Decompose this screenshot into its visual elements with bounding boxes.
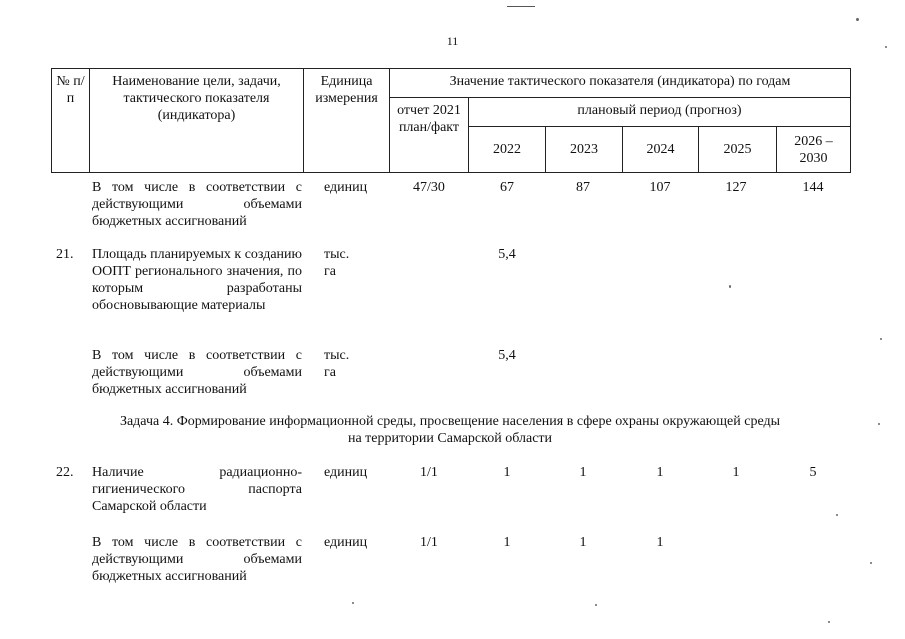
scan-speck — [836, 514, 838, 516]
row-value-2025: 127 — [725, 180, 747, 195]
header-col-report: отчет 2021 план/факт — [390, 98, 469, 173]
row-unit: тыс. га — [324, 247, 350, 279]
row-name: В том числе в соответствии с действующими объемами бюджетных ассигнований — [92, 535, 302, 584]
row-value-2022: 67 — [500, 180, 514, 195]
row-unit: единиц — [324, 180, 368, 195]
row-value-2023: 1 — [579, 465, 587, 480]
row-unit: единиц — [324, 535, 368, 550]
scan-speck — [828, 621, 830, 623]
row-name: В том числе в соответствии с действующими объемами бюджетных ассигнований — [92, 180, 302, 229]
header-year-2026-2030: 2026 – 2030 — [777, 127, 851, 173]
row-value-2024: 1 — [656, 465, 664, 480]
scan-speck — [870, 562, 872, 564]
row-number: 22. — [56, 465, 74, 480]
scan-speck — [729, 285, 731, 288]
scan-speck — [595, 604, 597, 606]
header-year-2022: 2022 — [469, 127, 546, 173]
row-name: В том числе в соответствии с действующими объемами бюджетных ассигнований — [92, 348, 302, 397]
header-col-unit: Единица измерения — [304, 69, 390, 173]
row-value-2022: 1 — [503, 465, 511, 480]
task-heading — [60, 413, 840, 447]
header-year-2023: 2023 — [546, 127, 623, 173]
header-col-number: № п/п — [52, 69, 90, 173]
top-scan-mark — [507, 6, 535, 7]
scan-speck — [880, 338, 882, 340]
indicator-table-header — [51, 68, 851, 173]
row-unit: единиц — [324, 465, 368, 480]
scan-speck — [352, 602, 354, 604]
header-col-plan: плановый период (прогноз) — [469, 98, 851, 127]
scan-speck — [856, 18, 859, 21]
row-value-2026-2030: 5 — [809, 465, 817, 480]
row-name: Площадь планируемых к созданию ООПТ регионального значения, по которым разработаны обосновывающие материалы — [92, 247, 302, 313]
row-name: Наличие радиационно-гигиенического паспорта Самарской области — [92, 465, 302, 514]
row-value-report: 1/1 — [420, 465, 438, 480]
scan-speck — [885, 46, 887, 48]
row-value-2023: 1 — [579, 535, 587, 550]
row-unit: тыс. га — [324, 348, 350, 380]
row-value-report: 1/1 — [420, 535, 438, 550]
row-value-report: 47/30 — [413, 180, 445, 195]
row-value-2022: 1 — [503, 535, 511, 550]
header-year-2025: 2025 — [699, 127, 777, 173]
row-value-2024: 107 — [649, 180, 671, 195]
row-value-2022: 5,4 — [498, 247, 516, 262]
row-value-2024: 1 — [656, 535, 664, 550]
row-value-2023: 87 — [576, 180, 590, 195]
header-year-2024: 2024 — [623, 127, 699, 173]
row-value-2026-2030: 144 — [802, 180, 824, 195]
task-heading-line1: Задача 4. Формирование информационной среды, просвещение населения в сфере охраны окружающей среды — [119, 414, 781, 429]
row-value-2025: 1 — [732, 465, 740, 480]
row-value-2022: 5,4 — [498, 348, 516, 363]
header-col-values: Значение тактического показателя (индикатора) по годам — [390, 69, 851, 98]
header-col-name: Наименование цели, задачи, тактического показателя (индикатора) — [90, 69, 304, 173]
page-number: 11 — [446, 34, 459, 48]
row-number: 21. — [56, 247, 74, 262]
scan-speck — [878, 423, 880, 425]
task-heading-line2: на территории Самарской области — [347, 431, 553, 446]
